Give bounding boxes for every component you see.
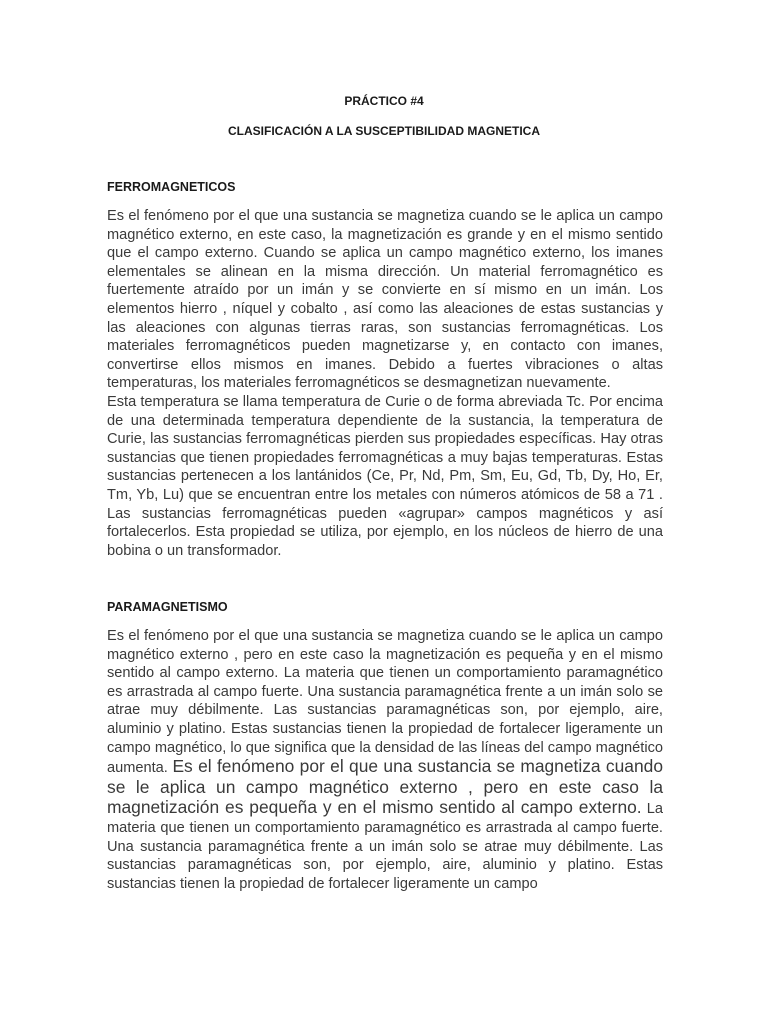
- paragraph: Esta temperatura se llama temperatura de Curie o de forma abreviada Tc. Por encima de una determinada temperatura dependiente de la sustancia, la temperatura de Curie, las sustancias ferromagnéticas pierden sus propiedades específicas. Hay otras sustancias que tienen propiedades ferromagnéticas a muy bajas temperaturas. Estas sustancias pertenecen a los lantánidos (Ce, Pr, Nd, Pm, Sm, Eu, Gd, Tb, Dy, Ho, Er, Tm, Yb, Lu) que se encuentran entre los metales con números atómicos de 58 a 71 . Las sustancias ferromagnéticas pueden «agrupar» campos magnéticos y así fortalecerlos. Esta propiedad se utiliza, por ejemplo, en los núcleos de hierro de una bobina o un transformador.: [107, 393, 663, 559]
- paragraph-start: Es el fenómeno por el que una sustancia se magnetiza cuando se le aplica un campo magnético externo , pero en este caso la magnetización es pequeña y en el mismo sentido al campo externo. La materia que tienen un comportamiento paramagnético es arrastrada al campo fuerte. Una sustancia paramagnética frente a un imán solo se atrae muy débilmente. Las sustancias paramagnéticas son, por ejemplo, aire, aluminio y platino. Estas sustancias tienen la propiedad de fortalecer ligeramente un campo magnético, lo que significa que la densidad de las líneas del campo magnético aumenta.: [107, 628, 663, 777]
- paragraph: [107, 627, 663, 893]
- section-heading-paramagnetismo: PARAMAGNETISMO: [107, 600, 228, 614]
- paragraph: Es el fenómeno por el que una sustancia se magnetiza cuando se le aplica un campo magnético externo, en este caso, la magnetización es grande y en el mismo sentido que el campo externo. Cuando se aplica un campo magnético externo, los imanes elementales se alinean en la misma dirección. Un material ferromagnético es fuertemente atraído por un imán y se convierte en sí mismo en un imán. Los elementos hierro , níquel y cobalto , así como las aleaciones de estas sustancias y las aleaciones con algunas tierras raras, son sustancias ferromagnéticas. Los materiales ferromagnéticos pueden magnetizarse y, en contacto con imanes, convertirse ellos mismos en imanes. Debido a fuertes vibraciones o altas temperaturas, los materiales ferromagnéticos se desmagnetizan nuevamente.: [107, 208, 663, 392]
- paragraph-end: La materia que tienen un comportamiento paramagnético es arrastrada al campo fuerte. Una sustancia paramagnética frente a un imán solo se atrae muy débilmente. Las sustancias paramagnéticas son, por ejemplo, aire, aluminio y platino. Estas sustancias tienen la propiedad de fortalecer ligeramente un campo: [107, 801, 663, 892]
- document-subtitle: CLASIFICACIÓN A LA SUSCEPTIBILIDAD MAGNETICA: [228, 124, 540, 138]
- paragraph-large-text: Es el fenómeno por el que una sustancia se magnetiza cuando se le aplica un campo magnético externo , pero en este caso la magnetización es pequeña y en el mismo sentido al campo externo.: [107, 756, 663, 818]
- section-body-ferromagneticos: [107, 207, 663, 560]
- section-heading-ferromagneticos: FERROMAGNETICOS: [107, 180, 236, 194]
- section-body-paramagnetismo: [107, 627, 663, 893]
- document-title: PRÁCTICO #4: [344, 94, 424, 108]
